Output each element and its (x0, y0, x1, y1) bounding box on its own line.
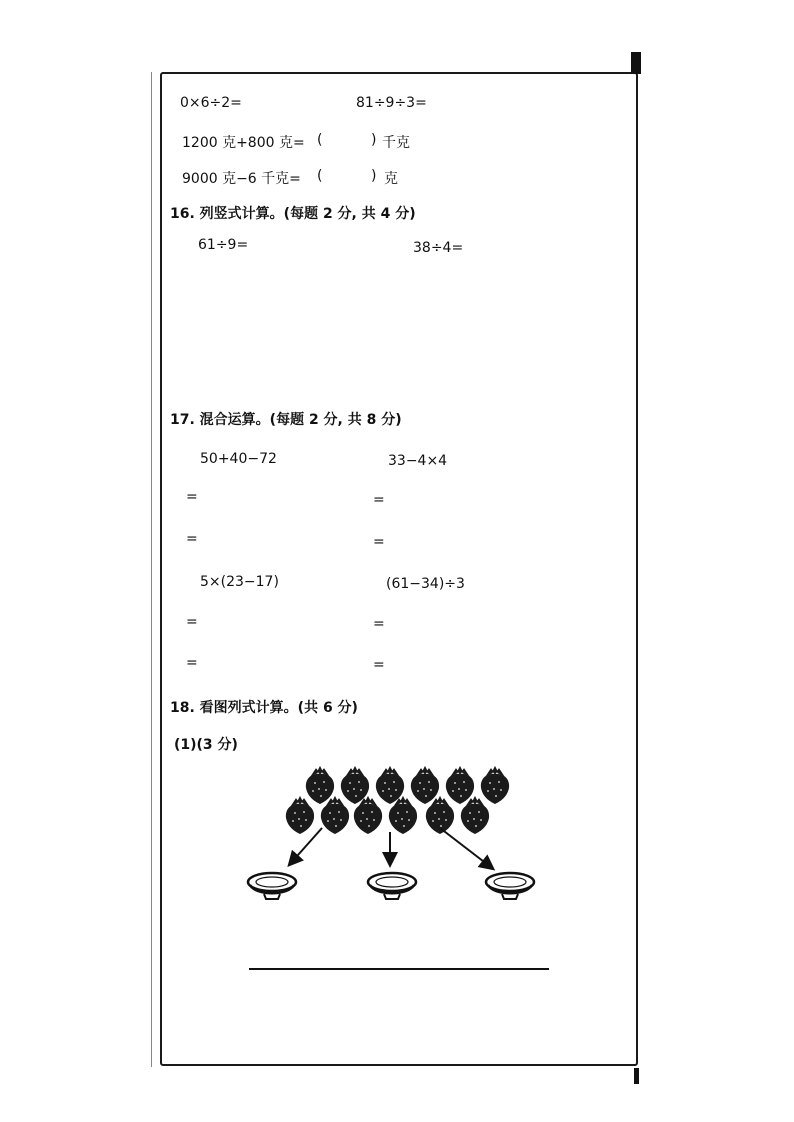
q17-expr-4: (61−34)÷3 (386, 576, 465, 592)
strawberry (481, 767, 509, 804)
q17-expr-3: 5×(23−17) (200, 574, 279, 590)
answer-line[interactable] (249, 968, 549, 970)
scan-edge-mark (631, 52, 641, 74)
blank-open: ( (317, 132, 323, 148)
strawberry (411, 767, 439, 804)
equals-sign: = (186, 531, 198, 547)
q17-expr-2: 33−4×4 (388, 453, 448, 469)
equals-sign: = (373, 657, 385, 673)
strawberry (389, 797, 417, 834)
equals-sign: = (373, 492, 385, 508)
strawberry (354, 797, 382, 834)
strawberry (376, 767, 404, 804)
arrow-icon (440, 828, 492, 868)
calc-0x6d2: 0×6÷2= (180, 95, 242, 111)
strawberry (446, 767, 474, 804)
bowl-icon (248, 873, 296, 899)
blank-open: ( (317, 168, 323, 184)
q16-left-problem: 61÷9= (198, 237, 249, 253)
calc-81d9d3: 81÷9÷3= (356, 95, 427, 111)
conversion-1: 1200 克+800 克= (182, 135, 305, 151)
bowl-icon (486, 873, 534, 899)
q16-title: 16. 列竖式计算。(每题 2 分, 共 4 分) (170, 206, 416, 222)
unit-label: 克 (384, 171, 398, 187)
arrow-icon (290, 828, 322, 864)
q17-expr-1: 50+40−72 (200, 451, 277, 467)
q16-right-problem: 38÷4= (413, 240, 464, 256)
q18-title: 18. 看图列式计算。(共 6 分) (170, 700, 358, 716)
blank-close: ) (371, 132, 377, 148)
strawberry (461, 797, 489, 834)
equals-sign: = (373, 616, 385, 632)
strawberry (321, 797, 349, 834)
strawberry (286, 797, 314, 834)
equals-sign: = (186, 489, 198, 505)
strawberry (306, 767, 334, 804)
equals-sign: = (186, 614, 198, 630)
q18-sub-1: (1)(3 分) (174, 737, 238, 753)
strawberries-bowls-illustration (240, 760, 560, 910)
unit-label: 千克 (382, 135, 410, 151)
scan-edge-mark (634, 1068, 639, 1084)
strawberry (341, 767, 369, 804)
q17-title: 17. 混合运算。(每题 2 分, 共 8 分) (170, 412, 402, 428)
conversion-2: 9000 克−6 千克= (182, 171, 301, 187)
equals-sign: = (373, 534, 385, 550)
bowl-icon (368, 873, 416, 899)
page-margin-line (151, 72, 152, 1067)
blank-close: ) (371, 168, 377, 184)
equals-sign: = (186, 655, 198, 671)
